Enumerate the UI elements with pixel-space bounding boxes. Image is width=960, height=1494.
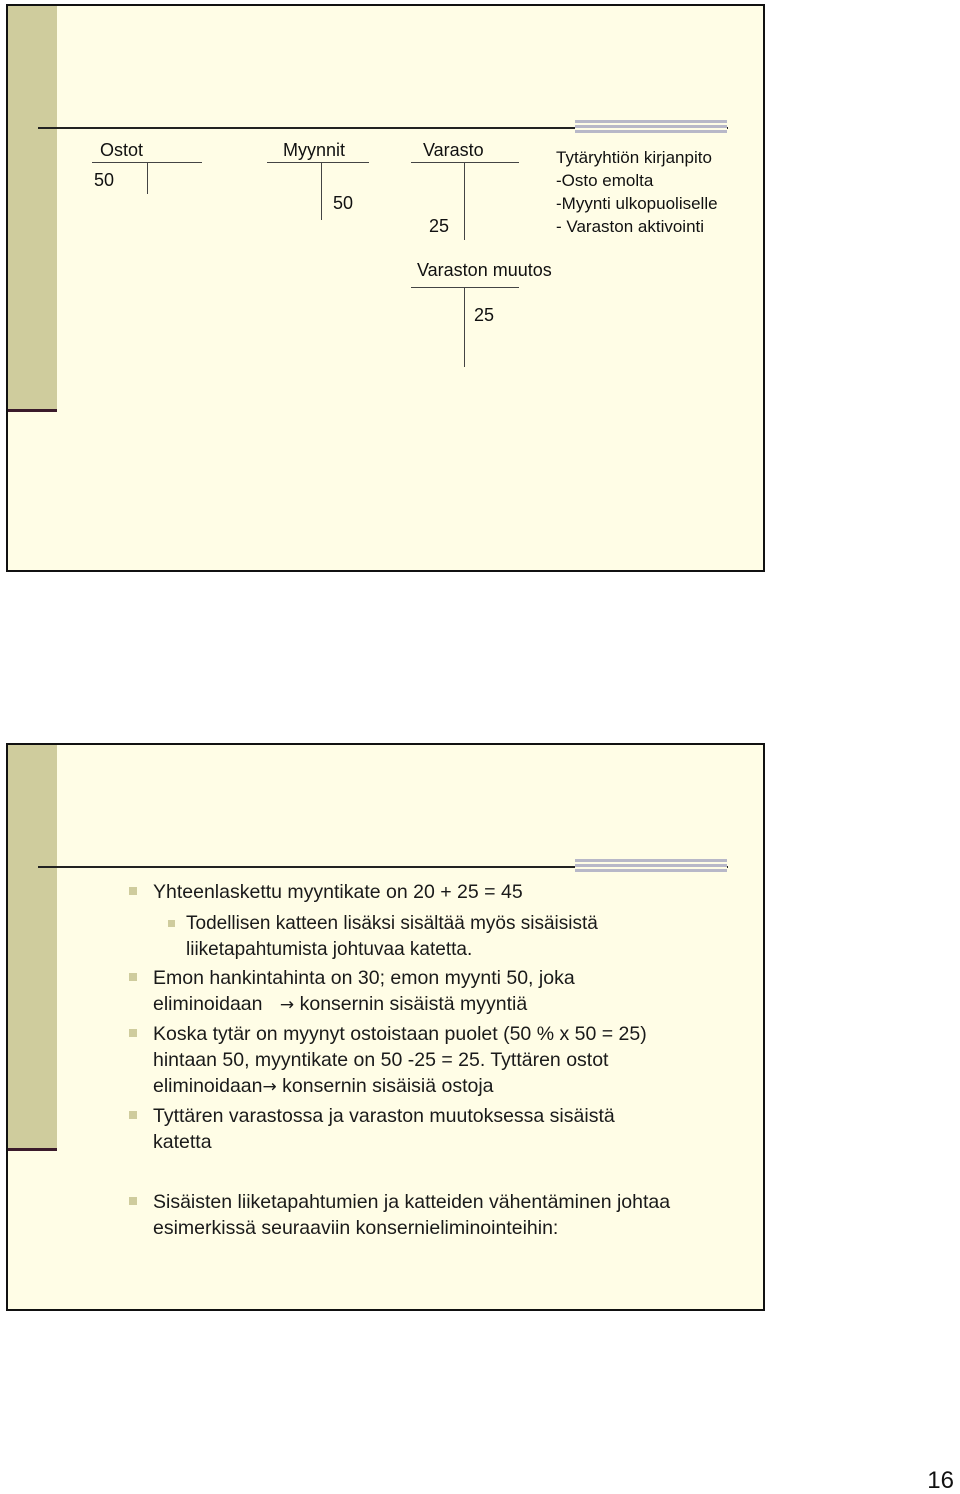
bullet-square-icon — [129, 973, 137, 981]
note-line: - Varaston aktivointi — [556, 217, 705, 236]
credit-value: 25 — [474, 305, 495, 325]
note-line: -Myynti ulkopuoliselle — [556, 194, 718, 213]
slide-2 — [6, 743, 765, 1311]
t-account-divider — [464, 287, 465, 367]
account-title: Ostot — [100, 140, 144, 160]
account-title: Myynnit — [283, 140, 346, 160]
t-account-divider — [321, 162, 322, 220]
note-line: Tytäryhtiön kirjanpito — [556, 148, 712, 167]
bullet-line: katetta — [153, 1131, 212, 1153]
title-stripes — [575, 120, 727, 134]
bullet-line: hintaan 50, myyntikate on 50 -25 = 25. Tyttären ostot — [153, 1049, 609, 1071]
bullet-line: Tyttären varastossa ja varaston muutoksessa sisäistä — [153, 1105, 615, 1127]
account-title: Varasto — [423, 140, 484, 160]
bullet-line: Todellisen katteen lisäksi sisältää myös sisäisistä — [186, 913, 598, 934]
slide-1 — [6, 4, 765, 572]
bullet-square-icon — [129, 887, 137, 895]
arrow-right-icon: → — [279, 995, 295, 1015]
credit-value: 50 — [333, 193, 354, 213]
bullet-item — [153, 1021, 647, 1100]
side-accent-bar-foot — [8, 409, 57, 412]
bullet-square-icon — [129, 1029, 137, 1037]
bullet-line: Emon hankintahinta on 30; emon myynti 50, joka — [153, 967, 575, 989]
note-line: -Osto emolta — [556, 171, 654, 190]
bullet-item — [153, 1103, 615, 1155]
bullet-line: Yhteenlaskettu myyntikate on 20 + 25 = 45 — [153, 881, 523, 903]
t-account-top-line — [411, 287, 519, 288]
bullet-line: liiketapahtumista johtuvaa katetta. — [186, 939, 473, 960]
bullet-square-icon — [129, 1111, 137, 1119]
debit-value: 25 — [429, 216, 450, 236]
bullet-prefix: eliminoidaan — [153, 1075, 263, 1097]
t-account-top-line — [267, 162, 369, 163]
bullet-line: konsernin sisäistä myyntiä — [299, 993, 528, 1015]
bullet-square-icon — [168, 920, 175, 927]
t-account-divider — [464, 162, 465, 240]
account-title: Varaston muutos — [417, 260, 552, 280]
side-accent-bar — [8, 6, 57, 410]
bullet-item — [153, 965, 575, 1018]
bullet-line: Koska tytär on myynyt ostoistaan puolet (50 % x 50 = 25) — [153, 1023, 647, 1045]
t-account-top-line — [411, 162, 519, 163]
bullet-line: esimerkissä seuraaviin konsernieliminointeihin: — [153, 1217, 559, 1239]
bullet-square-icon — [129, 1197, 137, 1205]
title-stripes — [575, 859, 727, 873]
bullet-item — [153, 1189, 670, 1241]
bullet-prefix: eliminoidaan — [153, 993, 263, 1015]
bullet-line: Sisäisten liiketapahtumien ja katteiden vähentäminen johtaa — [153, 1191, 671, 1213]
bullet-item — [153, 879, 523, 905]
page-number: 16 — [927, 1467, 954, 1494]
sub-bullet-item — [186, 911, 598, 963]
debit-value: 50 — [94, 170, 115, 190]
arrow-right-icon: → — [262, 1077, 277, 1097]
side-accent-bar — [8, 745, 57, 1149]
side-accent-bar-foot — [8, 1148, 57, 1151]
bullet-line: konsernin sisäisiä ostoja — [282, 1075, 494, 1097]
t-account-divider — [147, 162, 148, 194]
